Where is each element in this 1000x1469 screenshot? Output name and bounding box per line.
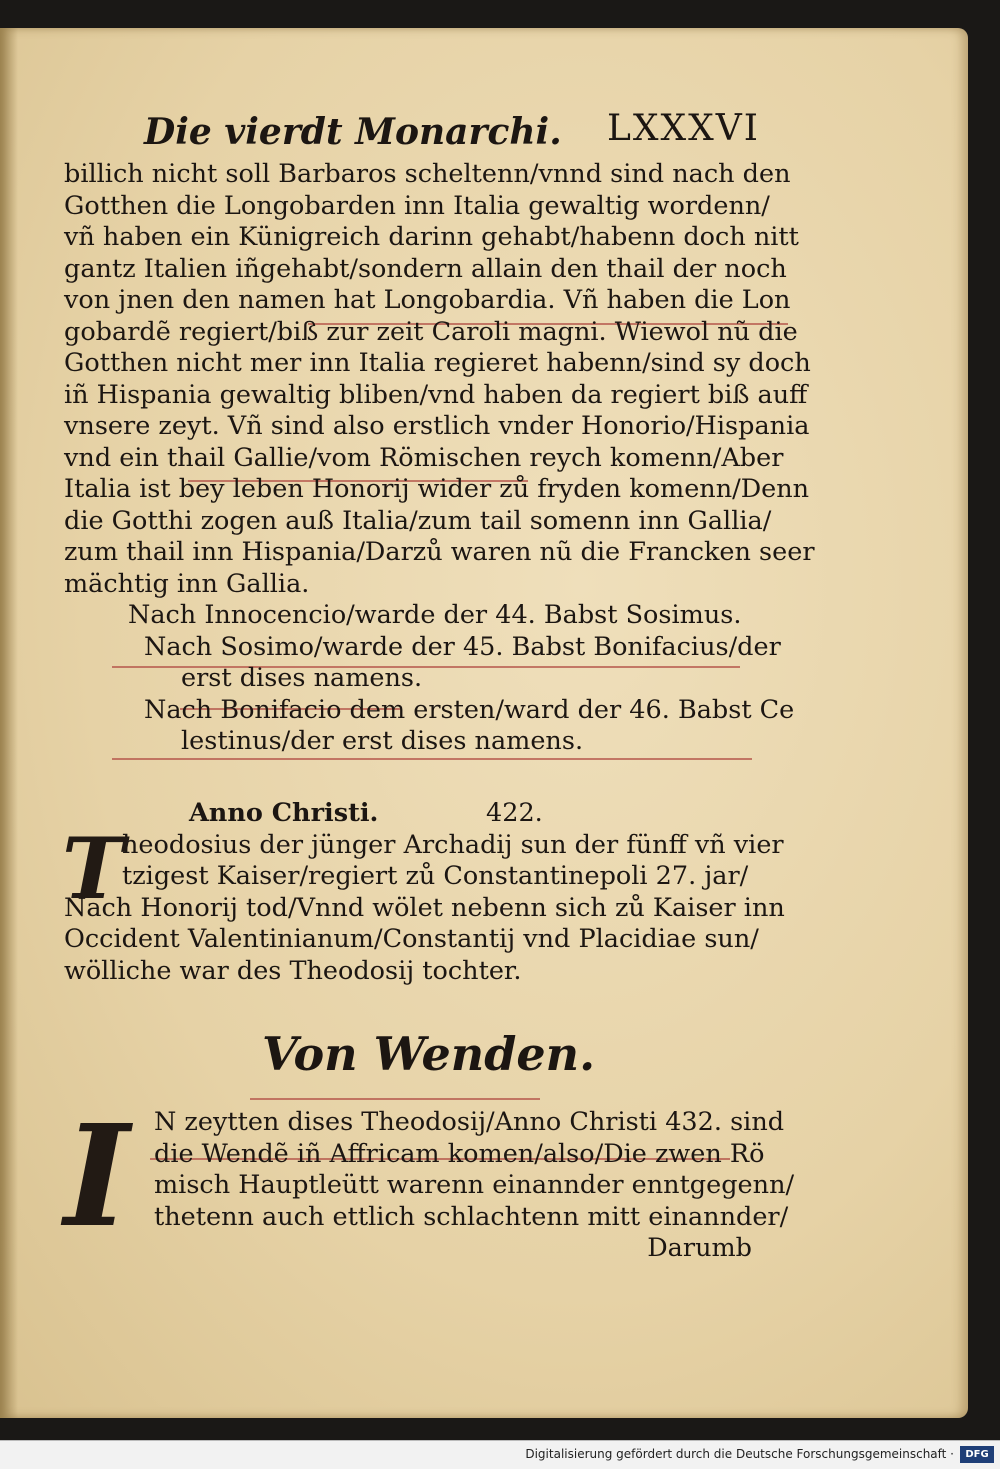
paragraph-wenden bbox=[64, 1095, 795, 1265]
text-line: von jnen den namen hat Longobardia. Vñ haben die Lon bbox=[64, 285, 791, 315]
text-line: vnsere zeyt. Vñ sind also erstlich vnder Honorio/Hispania bbox=[64, 411, 810, 441]
text-line: gobardẽ regiert/biß zur zeit Caroli magni. Wiewol nũ die bbox=[64, 316, 798, 347]
anno-label: Anno Christi. bbox=[189, 797, 379, 828]
dfg-logo: DFG bbox=[960, 1446, 994, 1463]
running-header bbox=[64, 103, 764, 159]
pope-entry-continued: lestinus/der erst dises namens. bbox=[181, 726, 584, 756]
pope-entry: Nach Innocencio/warde der 44. Babst Sosimus. bbox=[128, 600, 742, 630]
pope-entry-continued: erst dises namens. bbox=[181, 663, 423, 693]
text-line: billich nicht soll Barbaros scheltenn/vnnd sind nach den bbox=[64, 159, 791, 189]
text-line: gantz Italien iñgehabt/sondern allain den thail der noch bbox=[64, 253, 787, 284]
text-line: vnd ein thail Gallie/vom Römischen reych komenn/Aber bbox=[64, 442, 784, 473]
text-line: Gotthen nicht mer inn Italia regieret habenn/sind sy doch bbox=[64, 348, 811, 378]
text-line: Occident Valentinianum/Constantij vnd Placidiae sun/ bbox=[64, 924, 759, 954]
running-title: Die vierdt Monarchi. bbox=[144, 111, 562, 153]
paragraph-history bbox=[64, 159, 815, 600]
section-heading: Von Wenden. bbox=[262, 1027, 596, 1081]
text-line: misch Hauptleütt warenn einannder enntgegenn/ bbox=[154, 1170, 795, 1200]
text-line: mächtig inn Gallia. bbox=[64, 568, 310, 599]
anno-year: 422. bbox=[486, 797, 543, 828]
text-line: die Wendẽ iñ Affricam komen/also/Die zwen Rö bbox=[154, 1138, 765, 1169]
decorated-initial-t: T bbox=[62, 818, 125, 918]
text-line: wölliche war des Theodosij tochter. bbox=[64, 955, 522, 986]
folio-number: LXXXVI bbox=[606, 108, 760, 149]
funding-credit: Digitalisierung gefördert durch die Deutsche Forschungsgemeinschaft · bbox=[525, 1447, 954, 1461]
text-line: tzigest Kaiser/regiert zů Constantinepoli 27. jar/ bbox=[122, 861, 749, 891]
text-line: Gotthen die Longobarden inn Italia gewaltig wordenn/ bbox=[64, 190, 770, 221]
text-line: iñ Hispania gewaltig bliben/vnd haben da regiert biß auff bbox=[64, 379, 808, 410]
popes-list bbox=[64, 600, 795, 758]
text-line: die Gotthi zogen auß Italia/zum tail somenn inn Gallia/ bbox=[64, 505, 772, 536]
paragraph-theodosius bbox=[62, 818, 785, 988]
page-text bbox=[62, 103, 815, 1265]
text-line: vñ haben ein Künigreich darinn gehabt/habenn doch nitt bbox=[64, 222, 799, 252]
digitization-footer bbox=[0, 1440, 1000, 1469]
pope-entry: Nach Bonifacio dem ersten/ward der 46. Babst Ce bbox=[144, 694, 795, 725]
catchword: Darumb bbox=[647, 1233, 752, 1263]
text-line: zum thail inn Hispania/Darzů waren nũ die Francken seer bbox=[64, 537, 815, 567]
decorated-initial-i: I bbox=[64, 1095, 130, 1259]
text-line: heodosius der jünger Archadij sun der fünff vñ vier bbox=[122, 829, 784, 860]
text-line: Nach Honorij tod/Vnnd wölet nebenn sich zů Kaiser inn bbox=[64, 892, 785, 923]
text-line: Italia ist bey leben Honorij wider zů fryden komenn/Denn bbox=[64, 474, 810, 504]
text-line: N zeytten dises Theodosij/Anno Christi 432. sind bbox=[154, 1107, 785, 1137]
anno-line bbox=[64, 792, 764, 830]
text-line: thetenn auch ettlich schlachtenn mitt einannder/ bbox=[154, 1201, 789, 1232]
pope-entry: Nach Sosimo/warde der 45. Babst Bonifacius/der bbox=[144, 631, 781, 662]
book-page bbox=[0, 28, 968, 1418]
